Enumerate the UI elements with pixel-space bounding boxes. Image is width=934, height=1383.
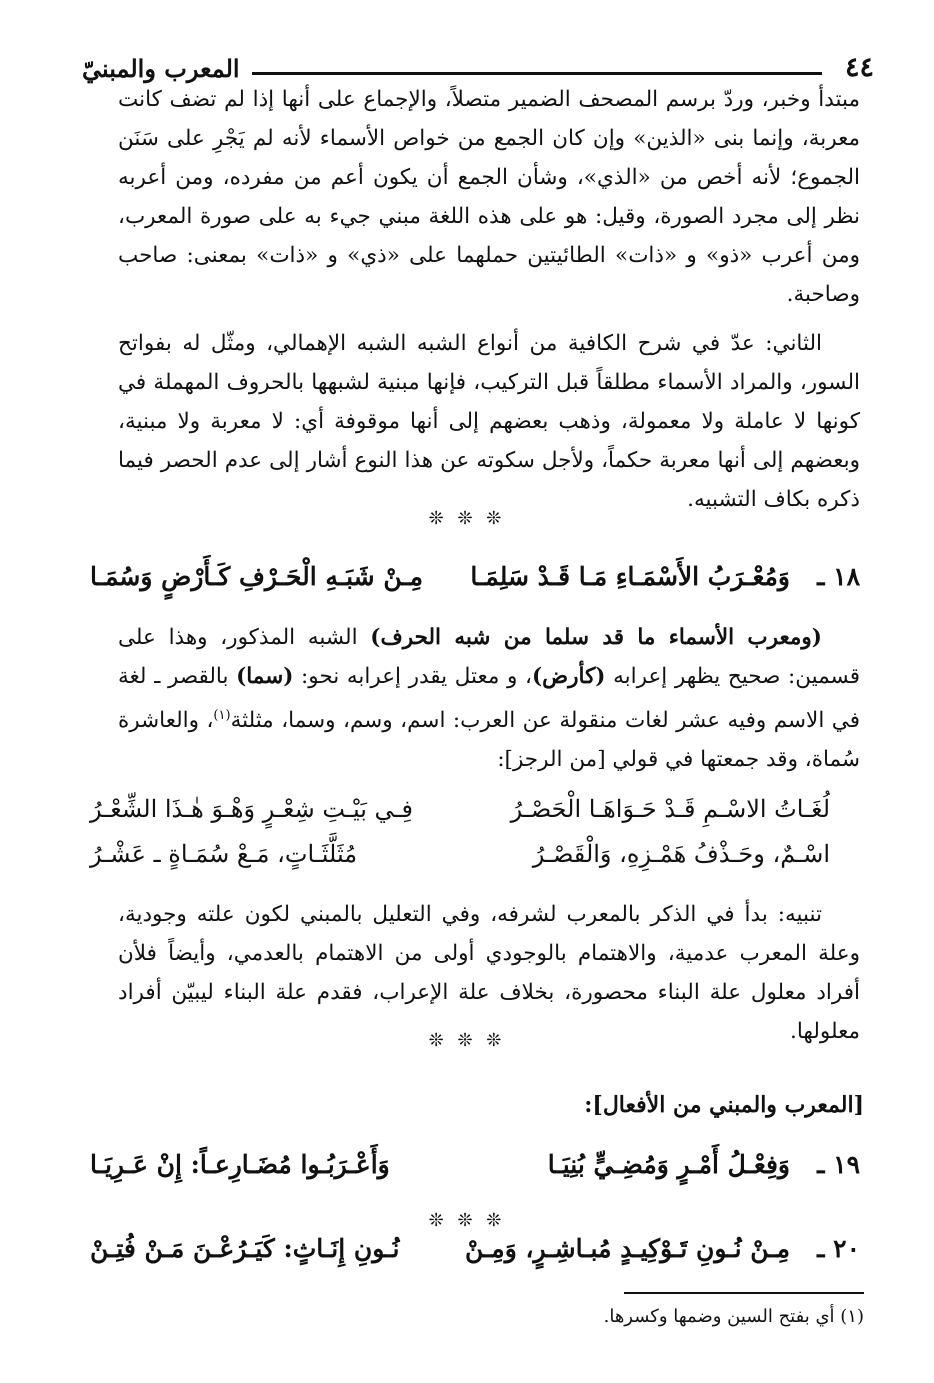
footnote-rule <box>624 1292 864 1294</box>
poem-hemistich-2: فِـي بَيْـتِ شِعْـرٍ وَهْـوَ هٰـذَا الشِّعْـرُ <box>90 795 414 823</box>
bold-quote: (ومعرب الأسماء ما قد سلما من شبه الحرف) <box>370 625 822 650</box>
text-run: ، و معتل يقدر إعرابه نحو: <box>293 664 532 689</box>
page-number: ٤٤ <box>844 52 874 83</box>
paragraph-1: مبتدأ وخبر، وردّ برسم المصحف الضمير متصلاً، والإجماع على أنها إذا لم تضف كانت معربة، وإنما بنى «الذين» وإن كان الجمع من خواص الأسماء لأنه لم يَجْرِ على سَنَن الجموع؛ لأنه أخص من «الذي»، وشأن الجمع أن يكون أعم من مفرده، ومن أعربه نظر إلى مجرد الصورة، وقيل: هو على هذه اللغة مبني جيء به على صورة المعرب، ومن أعرب «ذو» و «ذات» الطائيتين حملهما على «ذي» و «ذات» بمعنى: صاحب وصاحبة. <box>118 87 860 307</box>
text-run: الشبه المذكور، وهذا على قسمين: صحيح يظهر إعرابه <box>118 625 860 689</box>
bold-example: (سما) <box>236 664 294 689</box>
separator-stars-1: ❊ ❊ ❊ <box>428 508 506 529</box>
poem-line-1 <box>90 795 830 835</box>
verse-20 <box>90 1234 860 1274</box>
verse-hemistich-2: مِـنْ شَبَـهِ الْحَـرْفِ كَـأَرْضٍ وَسُمَـا <box>90 562 424 591</box>
poem-hemistich-1: لُغَـاتُ الاسْـمِ قَـدْ حَـوَاهَـا الْحَصْـرُ <box>510 795 830 823</box>
verse-hemistich-1: وَمُعْـرَبُ الأَسْمَـاءِ مَـا قَـدْ سَلِمَـا <box>470 562 790 591</box>
text-run: بالقصر ـ لغة في الاسم وفيه عشر لغات منقولة عن العرب: اسم، وسم، وسما، مثلثة <box>118 664 860 734</box>
poem-hemistich-1: اسْـمٌ، وحَـذْفُ هَمْـزِهِ، وَالْقَصْـرُ <box>532 840 830 868</box>
running-title: المعرب والمبنيّ <box>82 54 240 83</box>
section-title: [المعرب والمبني من الأفعال]: <box>584 1092 864 1118</box>
poem-line-2 <box>90 840 830 880</box>
verse-number: ١٩ ـ <box>817 1150 860 1179</box>
verse-number: ١٨ ـ <box>817 562 860 591</box>
footnote-reference: (١) <box>213 708 231 723</box>
separator-stars-2: ❊ ❊ ❊ <box>428 1030 506 1051</box>
verse-18 <box>90 562 860 602</box>
bold-example: (كأرض) <box>531 664 606 689</box>
paragraph-verse-18-commentary <box>118 618 860 779</box>
verse-number: ٢٠ ـ <box>817 1234 860 1263</box>
paragraph-tanbih: تنبيه: بدأ في الذكر بالمعرب لشرفه، وفي التعليل بالمبني لكون علته وجودية، وعلة المعرب عدمية، والاهتمام بالوجودي أولى من الاهتمام بالعدمي، وأيضاً فلأن أفراد معلول علة البناء محصورة، بخلاف علة الإعراب، فقدم علة البناء ليبيّن أفراد معلولها. <box>118 902 860 1044</box>
header-rule <box>252 72 822 75</box>
poem-hemistich-2: مُثَلَّثَـاتٍ، مَـعْ سُمَـاةٍ ـ عَشْـرُ <box>90 840 358 868</box>
verse-hemistich-2: وَأَعْـرَبُـوا مُضَـارِعـاً: إِنْ عَـرِيَـا <box>90 1150 390 1179</box>
separator-stars-3: ❊ ❊ ❊ <box>428 1210 506 1231</box>
verse-19 <box>90 1150 860 1190</box>
verse-hemistich-1: مِـنْ نُـونِ تَـوْكِيـدٍ مُبـاشِـرٍ، وَمِـنْ <box>464 1234 790 1263</box>
verse-hemistich-2: نُـونِ إِنَـاثٍ: كَيَـرُعْـنَ مَـنْ فُتِـنْ <box>90 1234 400 1263</box>
verse-hemistich-1: وَفِعْـلُ أَمْـرٍ وَمُضِـيٍّ بُنِيَـا <box>547 1150 790 1179</box>
text-run: ، والعاشرة سُماة، وقد جمعتها في قولي [من الرجز]: <box>118 708 860 773</box>
footnote: (١) أي بفتح السين وضمها وكسرها. <box>603 1306 864 1327</box>
paragraph-2: الثاني: عدّ في شرح الكافية من أنواع الشبه الشبه الإهمالي، ومثّل له بفواتح السور، والمراد الأسماء مطلقاً قبل التركيب، فإنها مبنية لشبهها بالحروف المهملة في كونها لا عاملة ولا معمولة، وذهب بعضهم إلى أنها موقوفة أي: لا معربة ولا مبنية، وبعضهم إلى أنها معربة حكماً، ولأجل سكوته عن هذا النوع أشار إلى عدم الحصر فيما ذكره بكاف التشبيه. <box>118 331 860 512</box>
